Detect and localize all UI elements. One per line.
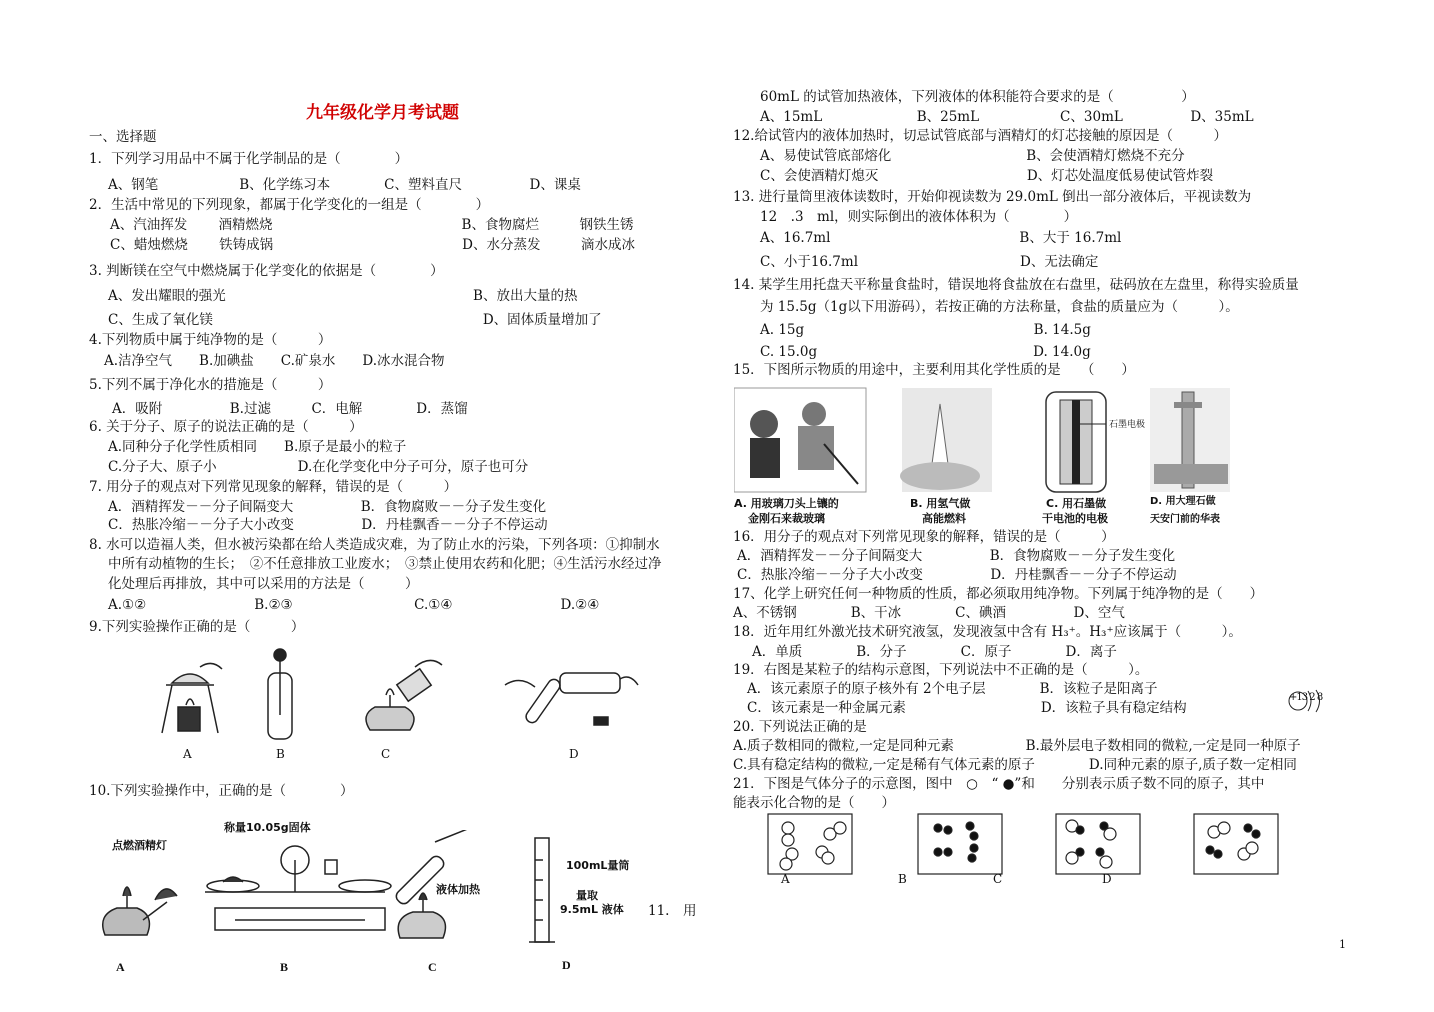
- q16-options-ab: A．酒精挥发－－分子间隔变大 B．食物腐败－－分子发生变化: [737, 548, 1176, 564]
- q9-figure-d: [505, 673, 638, 725]
- q15-picture-d: [1150, 388, 1230, 492]
- q1-options: A、钢笔 B、化学练习本 C、塑料直尺 D、课桌: [108, 177, 581, 193]
- q10-figure-b: [205, 846, 391, 930]
- q15-pictures: [734, 384, 1234, 496]
- q18-stem: 18．近年用红外激光技术研究液氢，发现液氢中含有 H₃⁺。H₃⁺应该属于（ ）。: [733, 624, 1242, 640]
- q11-options: A、15mL B、25mL C、30mL D、35mL: [760, 109, 1254, 125]
- q14-stem-2: 为 15.5g（1g以下用游码），若按正确的方法称量，食盐的质量应为（ ）。: [760, 299, 1239, 315]
- q10-caption-d: 100mL量筒: [566, 859, 630, 872]
- q9-figure-b: [268, 649, 292, 739]
- q10-figure-c: [394, 830, 475, 938]
- q10-caption-b: 称量10.05g固体: [224, 821, 311, 834]
- q9-figure-a: [162, 663, 222, 733]
- q15-graphite-label: 石墨电极: [1109, 420, 1146, 430]
- q21-label-b: B: [898, 872, 907, 886]
- q8-stem-3: 化处理后再排放，其中可以采用的方法是（ ）: [108, 576, 419, 592]
- q13-options-cd: C、小于16.7ml D、无法确定: [760, 254, 1099, 270]
- q20-options-ab: A.质子数相同的微粒,一定是同种元素 B.最外层电子数相同的微粒,一定是同一种原子: [733, 738, 1301, 754]
- q19-options-ab: A．该元素原子的原子核外有 2个电子层 B．该粒子是阳离子: [747, 681, 1158, 697]
- q10-stem: 10.下列实验操作中，正确的是（ ）: [89, 783, 354, 799]
- q7-options-ab: A．酒精挥发－－分子间隔变大 B．食物腐败－－分子发生变化: [108, 499, 547, 515]
- q10-caption-d3: 9.5mL 液体: [560, 903, 624, 916]
- q9-label-d: D: [569, 747, 579, 761]
- q10-caption-c: 液体加热: [436, 883, 480, 896]
- q13-stem-1: 13. 进行量筒里液体读数时，开始仰视读数为 29.0mL 倒出一部分液体后，平视读数为: [733, 189, 1252, 205]
- q15-caption-a1: A. 用玻璃刀头上镶的: [734, 497, 839, 510]
- q14-stem-1: 14. 某学生用托盘天平称量食盐时，错误地将食盐放在右盘里，砝码放在左盘里，称得实验质量: [733, 277, 1299, 293]
- q21-box-a: [768, 814, 852, 874]
- q12-options-ab: A、易使试管底部熔化 B、会使酒精灯燃烧不充分: [760, 148, 1185, 164]
- q16-stem: 16．用分子的观点对下列常见现象的解释，错误的是（ ）: [733, 529, 1115, 545]
- q10-figure-a: [103, 887, 177, 935]
- q6-options-cd: C.分子大、原子小 D.在化学变化中分子可分，原子也可分: [108, 459, 529, 475]
- q18-options: A．单质 B．分子 C．原子 D．离子: [752, 644, 1117, 660]
- q2-options-ab: A、汽油挥发 酒精燃烧 B、食物腐烂 钢铁生锈: [110, 217, 634, 233]
- q11-stem-cont: 60mL 的试管加热液体，下列液体的体积能符合要求的是（ ）: [760, 89, 1195, 105]
- q15-picture-a: [734, 388, 866, 492]
- q21-stem-1: 21．下图是气体分子的示意图，图中 ○ “ ●”和 分别表示质子数不同的原子，其中: [733, 776, 1265, 792]
- q17-stem: 17、化学上研究任何一种物质的性质，都必须取用纯净物。下列属于纯净物的是（ ）: [733, 586, 1264, 602]
- q1-stem: 1．下列学习用品中不属于化学制品的是（ ）: [89, 151, 409, 167]
- q3-stem: 3. 判断镁在空气中燃烧属于化学变化的依据是（ ）: [89, 263, 444, 279]
- q2-options-cd: C、蜡烛燃烧 铁铸成锅 D、水分蒸发 滴水成冰: [110, 237, 635, 253]
- q13-stem-2: 12 .3 ml，则实际倒出的液体体积为（ ）: [760, 209, 1078, 225]
- q21-box-d: [1194, 814, 1278, 874]
- q2-stem: 2．生活中常见的下列现象，都属于化学变化的一组是（ ）: [89, 197, 490, 213]
- q20-options-cd: C.具有稳定结构的微粒,一定是稀有气体元素的原子 D.同种元素的原子,质子数一定相同: [733, 757, 1297, 773]
- q15-caption-c1: C. 用石墨做: [1046, 497, 1107, 510]
- q9-label-b: B: [276, 747, 285, 761]
- q9-label-a: A: [183, 747, 192, 761]
- q15-picture-c: [1046, 392, 1106, 492]
- q3-options-cd: C、生成了氧化镁 D、固体质量增加了: [108, 312, 602, 328]
- q10-figure-d: [529, 838, 555, 942]
- q9-label-c: C: [381, 747, 391, 761]
- q21-molecule-boxes: [766, 812, 1286, 878]
- q9-figure-c: [366, 660, 442, 730]
- q9-stem: 9.下列实验操作正确的是（ ）: [89, 619, 305, 635]
- q7-stem: 7. 用分子的观点对下列常见现象的解释，错误的是（ ）: [89, 479, 458, 495]
- q12-stem: 12.给试管内的液体加热时，切忌试管底部与酒精灯的灯芯接触的原因是（ ）: [733, 128, 1227, 144]
- section-heading: 一、选择题: [89, 129, 157, 145]
- q10-label-b: B: [280, 960, 289, 974]
- q19-ion-text: +13 2 8: [1289, 692, 1323, 703]
- q8-stem-1: 8. 水可以造福人类，但水被污染都在给人类造成灾难，为了防止水的污染，下列各项：①抑制水: [89, 537, 660, 553]
- q10-label-a: A: [116, 960, 125, 974]
- q8-stem-2: 中所有动植物的生长； ②不任意排放工业废水； ③禁止使用农药和化肥；④生活污水经过净: [108, 556, 662, 572]
- q11-stem-start: 11. 用: [648, 903, 697, 919]
- q15-caption-b2: 高能燃料: [922, 512, 966, 525]
- q15-caption-c2: 干电池的电极: [1042, 512, 1108, 525]
- q19-stem: 19．右图是某粒子的结构示意图，下列说法中不正确的是（ ）。: [733, 662, 1149, 678]
- q14-options-ab: A. 15g B. 14.5g: [760, 322, 1091, 338]
- q15-stem: 15．下图所示物质的用途中，主要利用其化学性质的是 （ ）: [733, 362, 1135, 378]
- q21-stem-2: 能表示化合物的是（ ）: [733, 795, 895, 811]
- q16-options-cd: C．热胀冷缩－－分子大小改变 D．丹桂飘香－－分子不停运动: [737, 567, 1177, 583]
- q21-box-c: [1056, 814, 1140, 874]
- q15-picture-b: [900, 388, 992, 492]
- q13-options-ab: A、16.7ml B、大于 16.7ml: [760, 230, 1122, 246]
- q21-box-b: [918, 814, 1002, 874]
- q15-caption-a2: 金刚石来裁玻璃: [748, 512, 825, 525]
- q19-options-cd: C．该元素是一种金属元素 D．该粒子具有稳定结构: [747, 700, 1187, 716]
- q21-label-d: D: [1102, 872, 1112, 886]
- q10-caption-a: 点燃酒精灯: [112, 839, 167, 852]
- q3-options-ab: A、发出耀眼的强光 B、放出大量的热: [108, 288, 578, 304]
- q9-figures: [150, 645, 650, 745]
- q6-stem: 6. 关于分子、原子的说法正确的是（ ）: [89, 419, 363, 435]
- q20-stem: 20. 下列说法正确的是: [733, 719, 867, 735]
- page-number: 1: [1339, 938, 1346, 951]
- q21-label-c: C: [993, 872, 1003, 886]
- q21-label-a: A: [781, 872, 790, 886]
- q10-label-d: D: [562, 958, 571, 972]
- q6-options-ab: A.同种分子化学性质相同 B.原子是最小的粒子: [108, 439, 407, 455]
- q15-caption-d2: 天安门前的华表: [1150, 514, 1220, 525]
- q10-figures: [95, 830, 635, 955]
- q7-options-cd: C．热胀冷缩－－分子大小改变 D．丹桂飘香－－分子不停运动: [108, 517, 548, 533]
- q5-options: A．吸附 B.过滤 C．电解 D．蒸馏: [112, 401, 468, 417]
- q5-stem: 5.下列不属于净化水的措施是（ ）: [89, 377, 332, 393]
- q8-options: A.①② B.②③ C.①④ D.②④: [108, 597, 600, 613]
- page-title: 九年级化学月考试题: [306, 103, 459, 123]
- q10-caption-d2: 量取: [576, 889, 598, 902]
- q4-stem: 4.下列物质中属于纯净物的是（ ）: [89, 332, 332, 348]
- q12-options-cd: C、会使酒精灯熄灭 D、灯芯处温度低易使试管炸裂: [760, 168, 1214, 184]
- q15-caption-b1: B. 用氢气做: [910, 497, 971, 510]
- q14-options-cd: C. 15.0g D. 14.0g: [760, 344, 1091, 360]
- q17-options: A、不锈钢 B、干冰 C、碘酒 D、空气: [733, 605, 1125, 621]
- q4-options: A.洁净空气 B.加碘盐 C.矿泉水 D.冰水混合物: [104, 353, 445, 369]
- q10-label-c: C: [428, 960, 437, 974]
- q15-caption-d1: D. 用大理石做: [1150, 496, 1216, 507]
